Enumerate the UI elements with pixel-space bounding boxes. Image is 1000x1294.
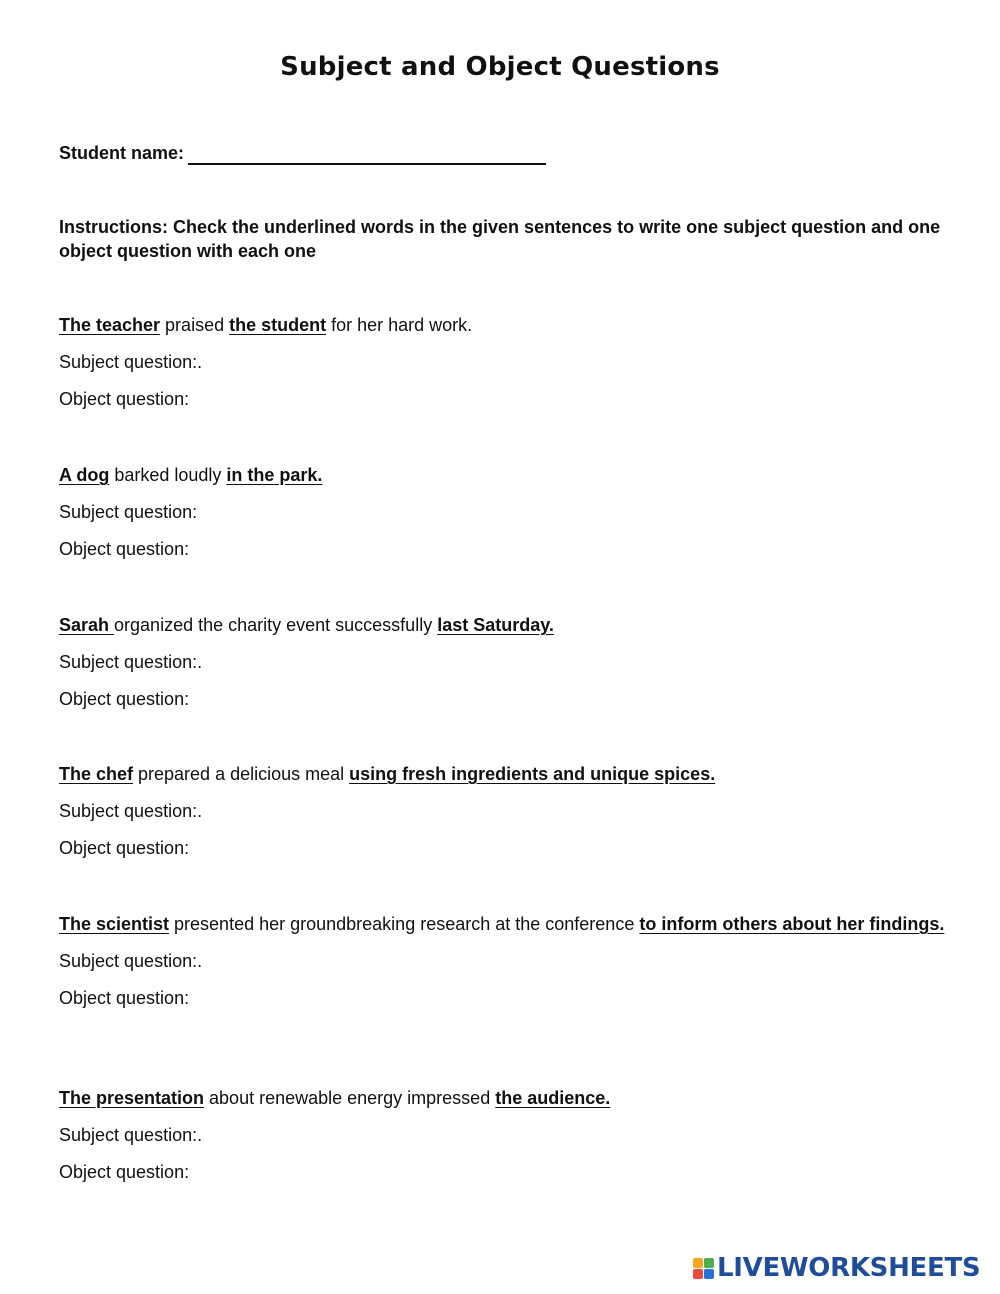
object-question-prompt[interactable]: Object question: (59, 689, 190, 709)
sentence (59, 613, 949, 637)
exercise-item (59, 463, 949, 561)
subject-question-prompt[interactable]: Subject question:. (59, 652, 203, 672)
object-question-prompt[interactable]: Object question: (59, 539, 190, 559)
underlined-phrase: in the park. (226, 465, 323, 485)
sentence-text: for her hard work. (326, 315, 473, 335)
sentence-text: prepared a delicious meal (133, 764, 350, 784)
student-name-row (59, 141, 546, 165)
underlined-phrase: to inform others about her findings. (639, 914, 945, 934)
subject-question-prompt[interactable]: Subject question:. (59, 801, 203, 821)
underlined-phrase: The chef (59, 764, 134, 784)
exercise-item (59, 1086, 949, 1184)
logo-tile (704, 1258, 714, 1268)
sentence (59, 313, 949, 337)
subject-question-prompt[interactable]: Subject question:. (59, 1125, 203, 1145)
student-name-label: Student name: (59, 143, 185, 163)
object-question-prompt[interactable]: Object question: (59, 389, 190, 409)
worksheet-title: Subject and Object Questions (280, 52, 720, 82)
logo-tile (704, 1269, 714, 1279)
exercise-item (59, 613, 949, 711)
object-question-prompt[interactable]: Object question: (59, 988, 190, 1008)
underlined-phrase: Sarah (59, 615, 115, 635)
sentence (59, 762, 949, 786)
subject-question-prompt[interactable]: Subject question: (59, 502, 198, 522)
liveworksheets-logo (693, 1253, 980, 1283)
subject-question-prompt[interactable]: Subject question:. (59, 951, 203, 971)
exercise-item (59, 912, 949, 1010)
sentence-text: presented her groundbreaking research at the conference (169, 914, 640, 934)
exercise-item (59, 313, 949, 411)
object-question-prompt[interactable]: Object question: (59, 838, 190, 858)
sentence-text: organized the charity event successfully (114, 615, 438, 635)
sentence-text: barked loudly (109, 465, 227, 485)
logo-tile (693, 1258, 703, 1268)
underlined-phrase: using fresh ingredients and unique spices. (349, 764, 716, 784)
sentence-text: about renewable energy impressed (204, 1088, 496, 1108)
exercise-item (59, 762, 949, 860)
underlined-phrase: A dog (59, 465, 110, 485)
underlined-phrase: The teacher (59, 315, 161, 335)
sentence (59, 463, 949, 487)
logo-tile (693, 1269, 703, 1279)
sentence (59, 1086, 949, 1110)
underlined-phrase: the student (229, 315, 327, 335)
sentence (59, 912, 949, 936)
subject-question-prompt[interactable]: Subject question:. (59, 352, 203, 372)
underlined-phrase: the audience. (495, 1088, 611, 1108)
underlined-phrase: last Saturday. (437, 615, 554, 635)
underlined-phrase: The presentation (59, 1088, 205, 1108)
student-name-field[interactable] (188, 143, 546, 165)
object-question-prompt[interactable]: Object question: (59, 1162, 190, 1182)
sentence-text: praised (160, 315, 230, 335)
underlined-phrase: The scientist (59, 914, 170, 934)
logo-text: LIVEWORKSHEETS (717, 1253, 981, 1283)
liveworksheets-logo-icon (693, 1258, 714, 1279)
instructions: Instructions: Check the underlined words in the given sentences to write one subject question and one object question with each one (59, 217, 941, 261)
